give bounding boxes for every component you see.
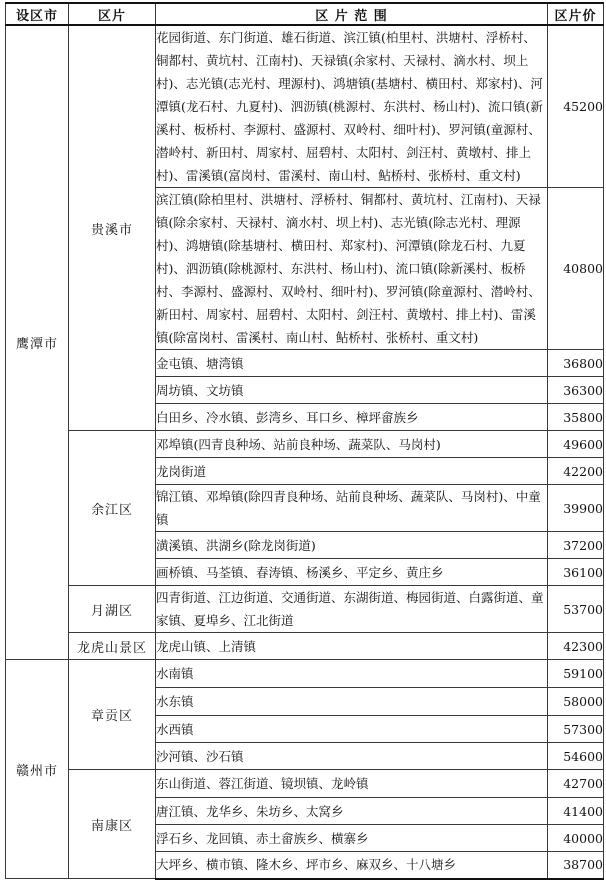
scope-cell: 潢溪镇、洪湖乡(除龙岗街道) xyxy=(156,532,548,559)
price-cell: 45200 xyxy=(548,25,604,188)
header-city: 设区市 xyxy=(6,3,69,25)
scope-cell: 金屯镇、塘湾镇 xyxy=(156,350,548,377)
scope-cell: 白田乡、冷水镇、彭湾乡、耳口乡、樟坪畲族乡 xyxy=(156,404,548,431)
scope-cell: 大坪乡、横市镇、隆木乡、坪市乡、麻双乡、十八塘乡 xyxy=(156,852,548,879)
price-cell: 42300 xyxy=(548,633,604,660)
scope-cell: 东山街道、蓉江街道、镜坝镇、龙岭镇 xyxy=(156,770,548,798)
district-cell: 余江区 xyxy=(69,431,156,586)
land-price-table xyxy=(5,2,604,880)
scope-cell: 水南镇 xyxy=(156,660,548,688)
scope-cell: 画桥镇、马荃镇、春涛镇、杨溪乡、平定乡、黄庄乡 xyxy=(156,559,548,586)
price-cell: 57300 xyxy=(548,716,604,743)
scope-cell: 邓埠镇(四青良种场、站前良种场、蔬菜队、马岗村) xyxy=(156,431,548,458)
scope-cell: 浮石乡、龙回镇、赤土畲族乡、横寨乡 xyxy=(156,825,548,852)
table-row xyxy=(6,586,604,633)
table-row xyxy=(6,633,604,660)
district-cell: 南康区 xyxy=(69,770,156,879)
district-cell: 贵溪市 xyxy=(69,25,156,431)
table-row xyxy=(6,660,604,688)
table-row xyxy=(6,431,604,458)
price-cell: 54600 xyxy=(548,743,604,770)
price-cell: 36100 xyxy=(548,559,604,586)
scope-cell: 沙河镇、沙石镇 xyxy=(156,743,548,770)
scope-cell: 锦江镇、邓埠镇(除四青良种场、站前良种场、蔬菜队、马岗村)、中童镇 xyxy=(156,485,548,532)
price-cell: 36300 xyxy=(548,377,604,404)
price-cell: 59100 xyxy=(548,660,604,688)
table-header xyxy=(6,3,604,25)
price-cell: 39900 xyxy=(548,485,604,532)
scope-cell: 水东镇 xyxy=(156,688,548,716)
price-cell: 41400 xyxy=(548,798,604,825)
header-scope: 区 片 范 围 xyxy=(156,3,548,25)
header-district: 区片 xyxy=(69,3,156,25)
scope-cell: 花园街道、东门街道、雄石街道、滨江镇(柏里村、洪塘村、浮桥村、铜都村、黄坑村、江南村)、天禄镇(余家村、天禄村、滴水村、坝上村)、志光镇(志光村、理源村)、鸿塘镇(基塘村、横田村、郑家村)、河潭镇(龙石村、九夏村)、泗沥镇(桃源村、东洪村、杨山村)、流口镇(新溪村、板桥村、李源村、盛源村、双岭村、细叶村)、罗河镇(童源村、潜岭村、新田村、周家村、屈碧村、太阳村、剑汪村、黄墩村、排上村)、雷溪镇(富岗村、雷溪村、南山村、鲇桥村、张桥村、重文村) xyxy=(156,25,548,188)
table-body xyxy=(6,25,604,879)
price-cell: 58000 xyxy=(548,688,604,716)
table-row xyxy=(6,770,604,798)
header-price: 区片价 xyxy=(548,3,604,25)
district-cell: 龙虎山景区 xyxy=(69,633,156,660)
price-cell: 35800 xyxy=(548,404,604,431)
city-cell: 鹰潭市 xyxy=(6,25,69,660)
scope-cell: 滨江镇(除柏里村、洪塘村、浮桥村、铜都村、黄坑村、江南村)、天禄镇(除余家村、天禄村、滴水村、坝上村)、志光镇(除志光村、理源村)、鸿塘镇(除基塘村、横田村、郑家村)、河潭镇(除龙石村、九夏村)、泗沥镇(除桃源村、东洪村、杨山村)、流口镇(除新溪村、板桥村、李源村、盛源村、双岭村、细叶村)、罗河镇(除童源村、潜岭村、新田村、周家村、屈碧村、太阳村、剑汪村、黄墩村、排上村)、雷溪镇(除富岗村、雷溪村、南山村、鲇桥村、张桥村、重文村) xyxy=(156,188,548,350)
price-cell: 42200 xyxy=(548,458,604,485)
scope-cell: 四青街道、江边街道、交通街道、东湖街道、梅园街道、白露街道、童家镇、夏埠乡、江北街道 xyxy=(156,586,548,633)
district-cell: 章贡区 xyxy=(69,660,156,770)
price-cell: 49600 xyxy=(548,431,604,458)
price-cell: 53700 xyxy=(548,586,604,633)
scope-cell: 周坊镇、文坊镇 xyxy=(156,377,548,404)
price-cell: 42700 xyxy=(548,770,604,798)
scope-cell: 水西镇 xyxy=(156,716,548,743)
scope-cell: 龙岗街道 xyxy=(156,458,548,485)
price-cell: 36800 xyxy=(548,350,604,377)
city-cell: 赣州市 xyxy=(6,660,69,879)
price-cell: 38700 xyxy=(548,852,604,879)
table-row xyxy=(6,25,604,188)
scope-cell: 龙虎山镇、上清镇 xyxy=(156,633,548,660)
district-cell: 月湖区 xyxy=(69,586,156,633)
header-row xyxy=(6,3,604,25)
scope-cell: 唐江镇、龙华乡、朱坊乡、太窝乡 xyxy=(156,798,548,825)
price-cell: 40000 xyxy=(548,825,604,852)
price-cell: 40800 xyxy=(548,188,604,350)
price-cell: 37200 xyxy=(548,532,604,559)
